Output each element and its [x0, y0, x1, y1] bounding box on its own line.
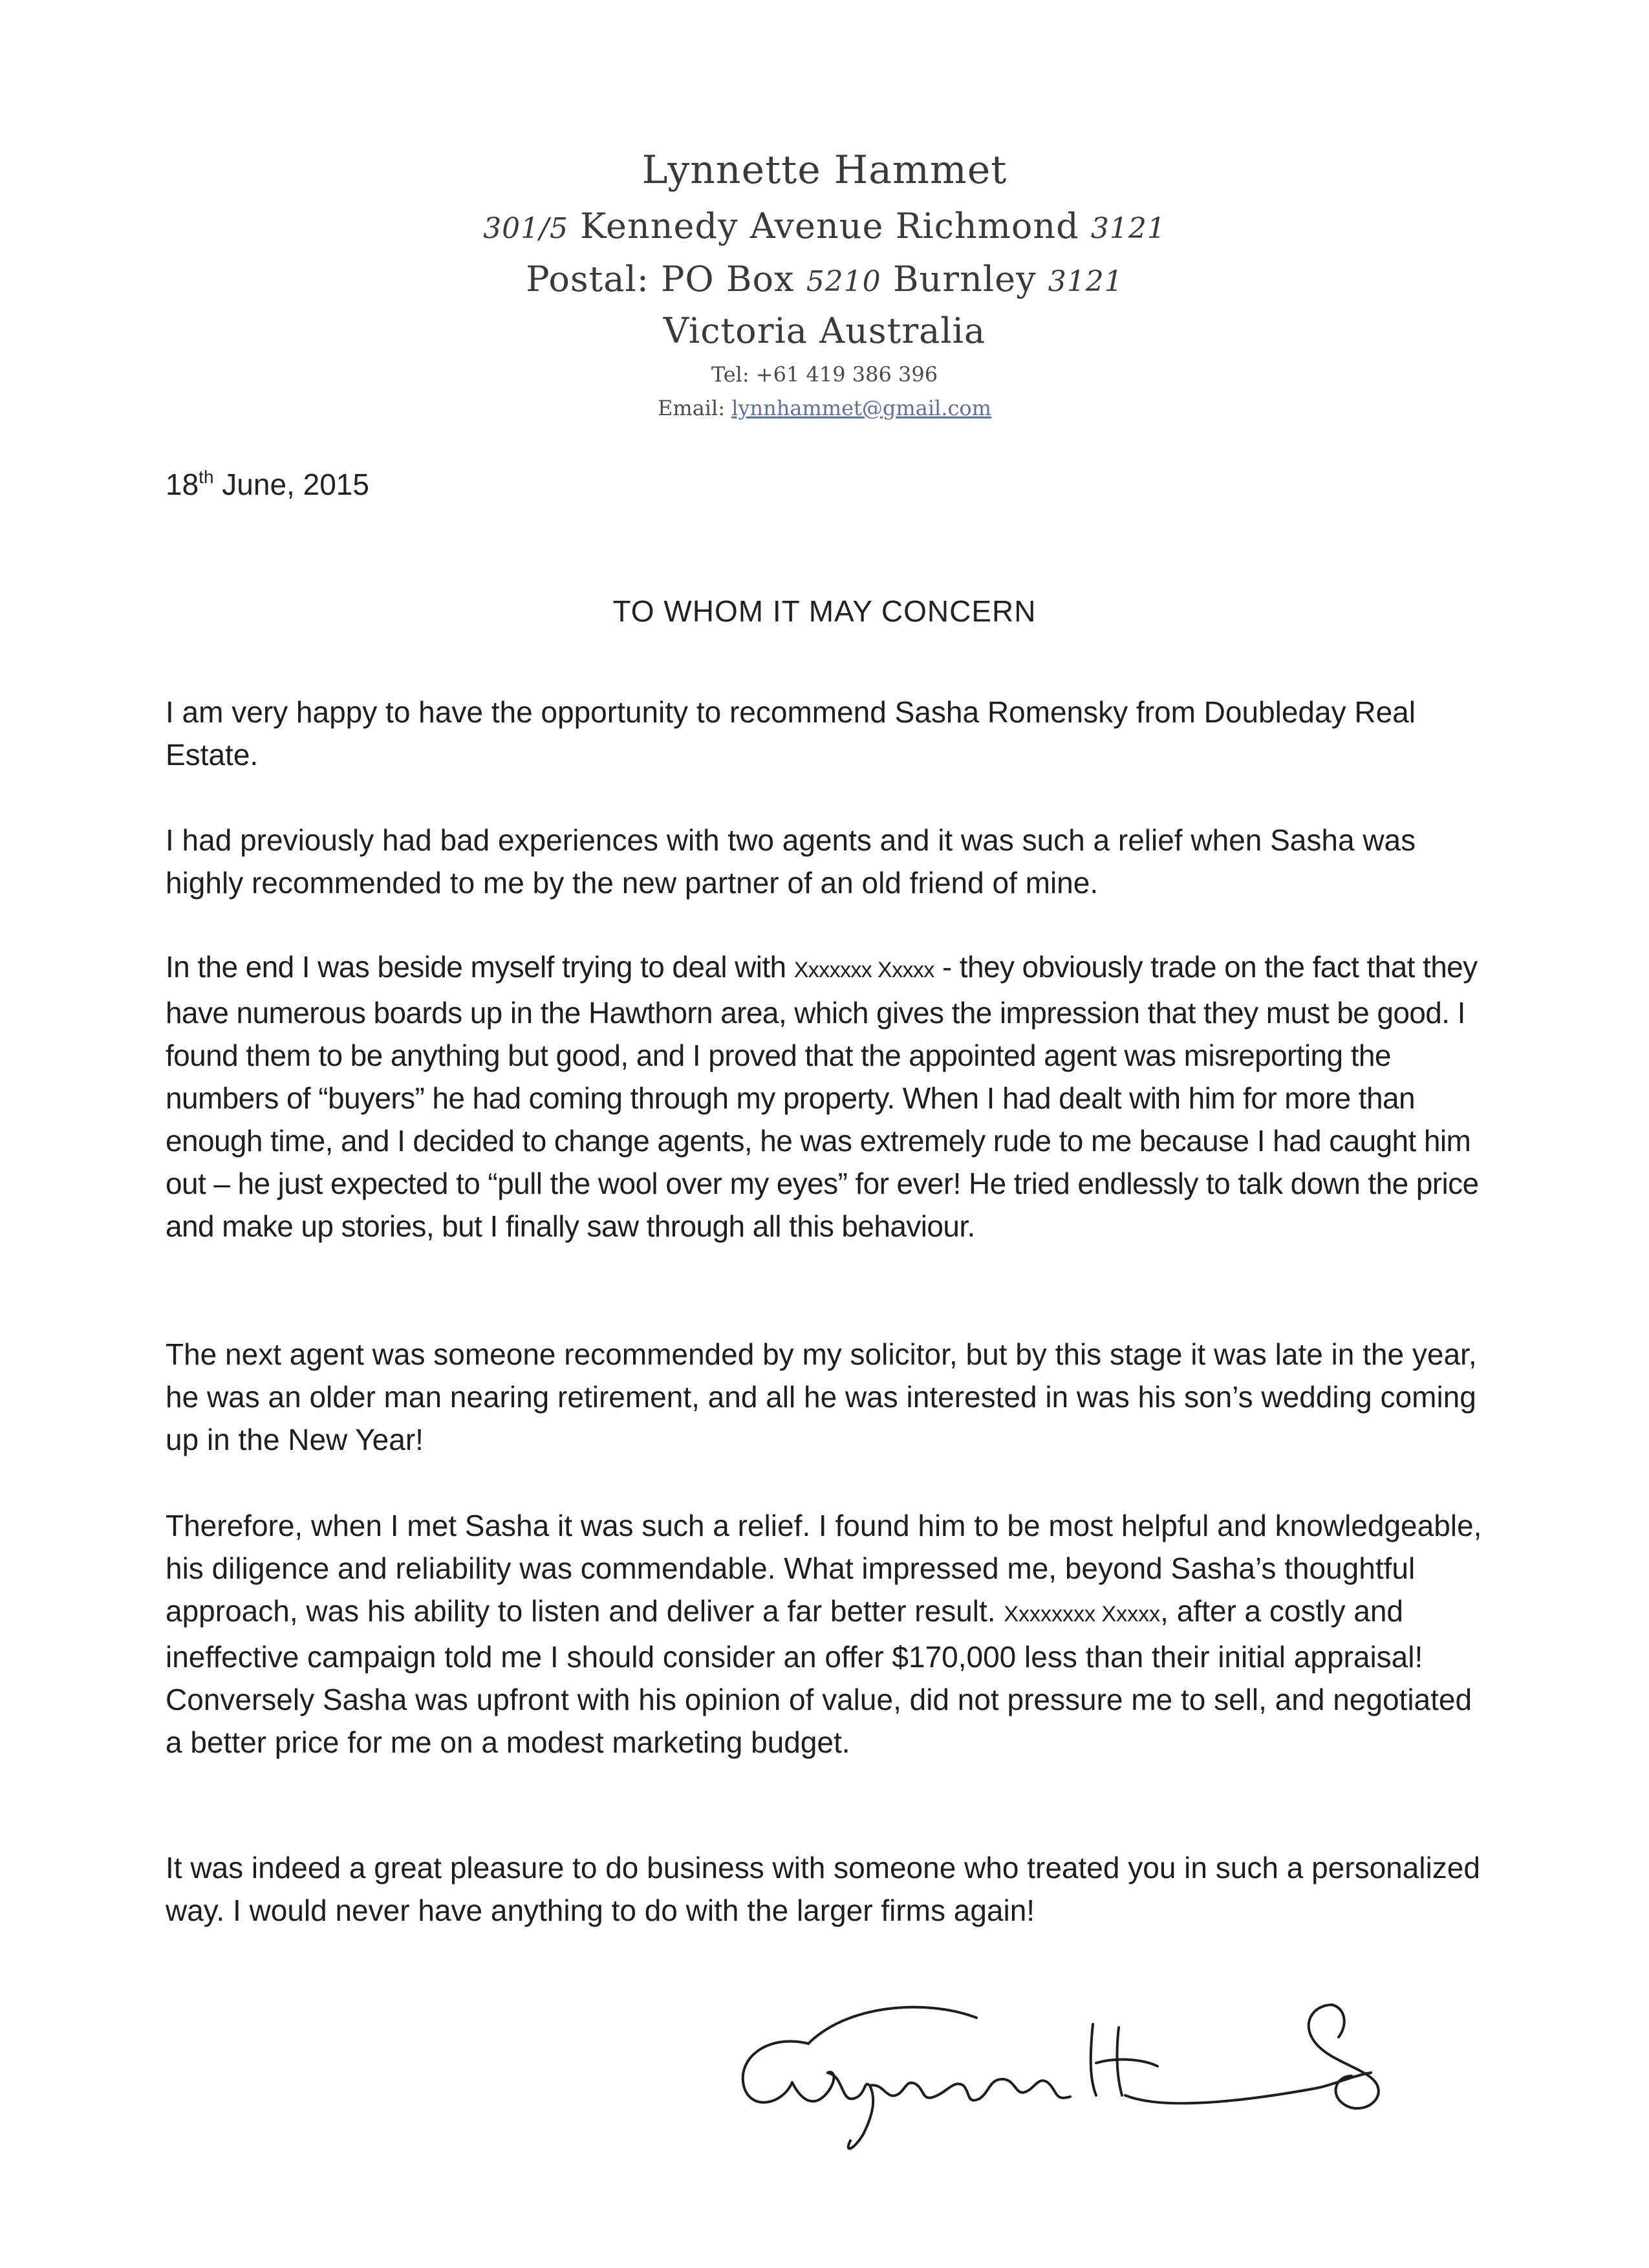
email-label: Email:	[658, 396, 732, 420]
paragraph-1	[166, 691, 1485, 776]
paragraph-5-text	[166, 1504, 1485, 1764]
sender-postal-address	[0, 259, 1649, 299]
handwritten-signature-icon	[731, 1947, 1436, 2154]
paragraph-5-part-b: , after a costly and ineffective campaign told me I should consider an offer $170,000 less than their initial appraisal! Conversely Sasha was upfront with his opinion of value, did not pressure me to sell, and negotiated a better price for me on a modest marketing budget.	[166, 1594, 1472, 1759]
postal-prefix: Postal: PO Box	[526, 259, 806, 299]
sender-telephone: Tel: +61 419 386 396	[711, 362, 938, 387]
postal-box-number: 5210	[806, 265, 881, 298]
email-link[interactable]: lynnhammet@gmail.com	[731, 396, 991, 420]
redacted-agency-name: Xxxxxxx Xxxxx	[793, 958, 934, 982]
paragraph-2	[166, 819, 1485, 904]
paragraph-5	[166, 1504, 1485, 1764]
salutation-heading: TO WHOM IT MAY CONCERN	[612, 594, 1037, 628]
paragraph-6-text: It was indeed a great pleasure to do business with someone who treated you in such a personalized way. I would never have anything to do with the larger firms again!	[166, 1851, 1480, 1927]
sender-address	[0, 206, 1649, 246]
paragraph-3-text	[166, 945, 1485, 1247]
date-day: 18	[166, 468, 199, 501]
address-unit-number: 301/5	[483, 212, 568, 245]
paragraph-1-text: I am very happy to have the opportunity to recommend Sasha Romensky from Doubleday Real Estate.	[166, 695, 1416, 772]
paragraph-4	[166, 1333, 1485, 1461]
date-suffix: th	[199, 467, 214, 487]
postal-postcode: 3121	[1048, 265, 1123, 298]
paragraph-6	[166, 1846, 1485, 1932]
letter-date	[166, 467, 369, 502]
redacted-agency-name-2: Xxxxxxxx Xxxxx	[1004, 1602, 1161, 1626]
paragraph-2-text: I had previously had bad experiences with two agents and it was such a relief when Sasha was highly recommended to me by the new partner of an old friend of mine.	[166, 823, 1416, 900]
paragraph-3-part-a: In the end I was beside myself trying to deal with	[166, 950, 794, 984]
sender-name: Lynnette Hammet	[641, 147, 1008, 193]
address-street: Kennedy Avenue Richmond	[568, 206, 1091, 246]
address-postcode: 3121	[1090, 212, 1166, 245]
paragraph-4-text: The next agent was someone recommended by my solicitor, but by this stage it was late in the year, he was an older man nearing retirement, and all he was interested in was his son’s wedding coming up in the New Year!	[166, 1337, 1477, 1456]
date-rest: June, 2015	[213, 468, 369, 501]
paragraph-3	[166, 945, 1485, 1247]
paragraph-3-part-b: - they obviously trade on the fact that they have numerous boards up in the Hawthorn area, which gives the impression that they must be good. I found them to be anything but good, and I proved that the appointed agent was misreporting the numbers of “buyers” he had coming through my property. When I had dealt with him for more than enough time, and I decided to change agents, he was extremely rude to me because I had caught him out – he just expected to “pull the wool over my eyes” for ever! He tried endlessly to talk down the price and make up stories, but I finally saw through all this behaviour.	[166, 950, 1479, 1243]
postal-suburb: Burnley	[881, 259, 1048, 299]
sender-email-line	[0, 396, 1649, 420]
paragraph-5-part-a: Therefore, when I met Sasha it was such a relief. I found him to be most helpful and knowledgeable, his diligence and reliability was commendable. What impressed me, beyond Sasha’s thoughtful approach, was his ability to listen and deliver a far better result.	[166, 1509, 1482, 1628]
sender-country: Victoria Australia	[663, 310, 986, 351]
